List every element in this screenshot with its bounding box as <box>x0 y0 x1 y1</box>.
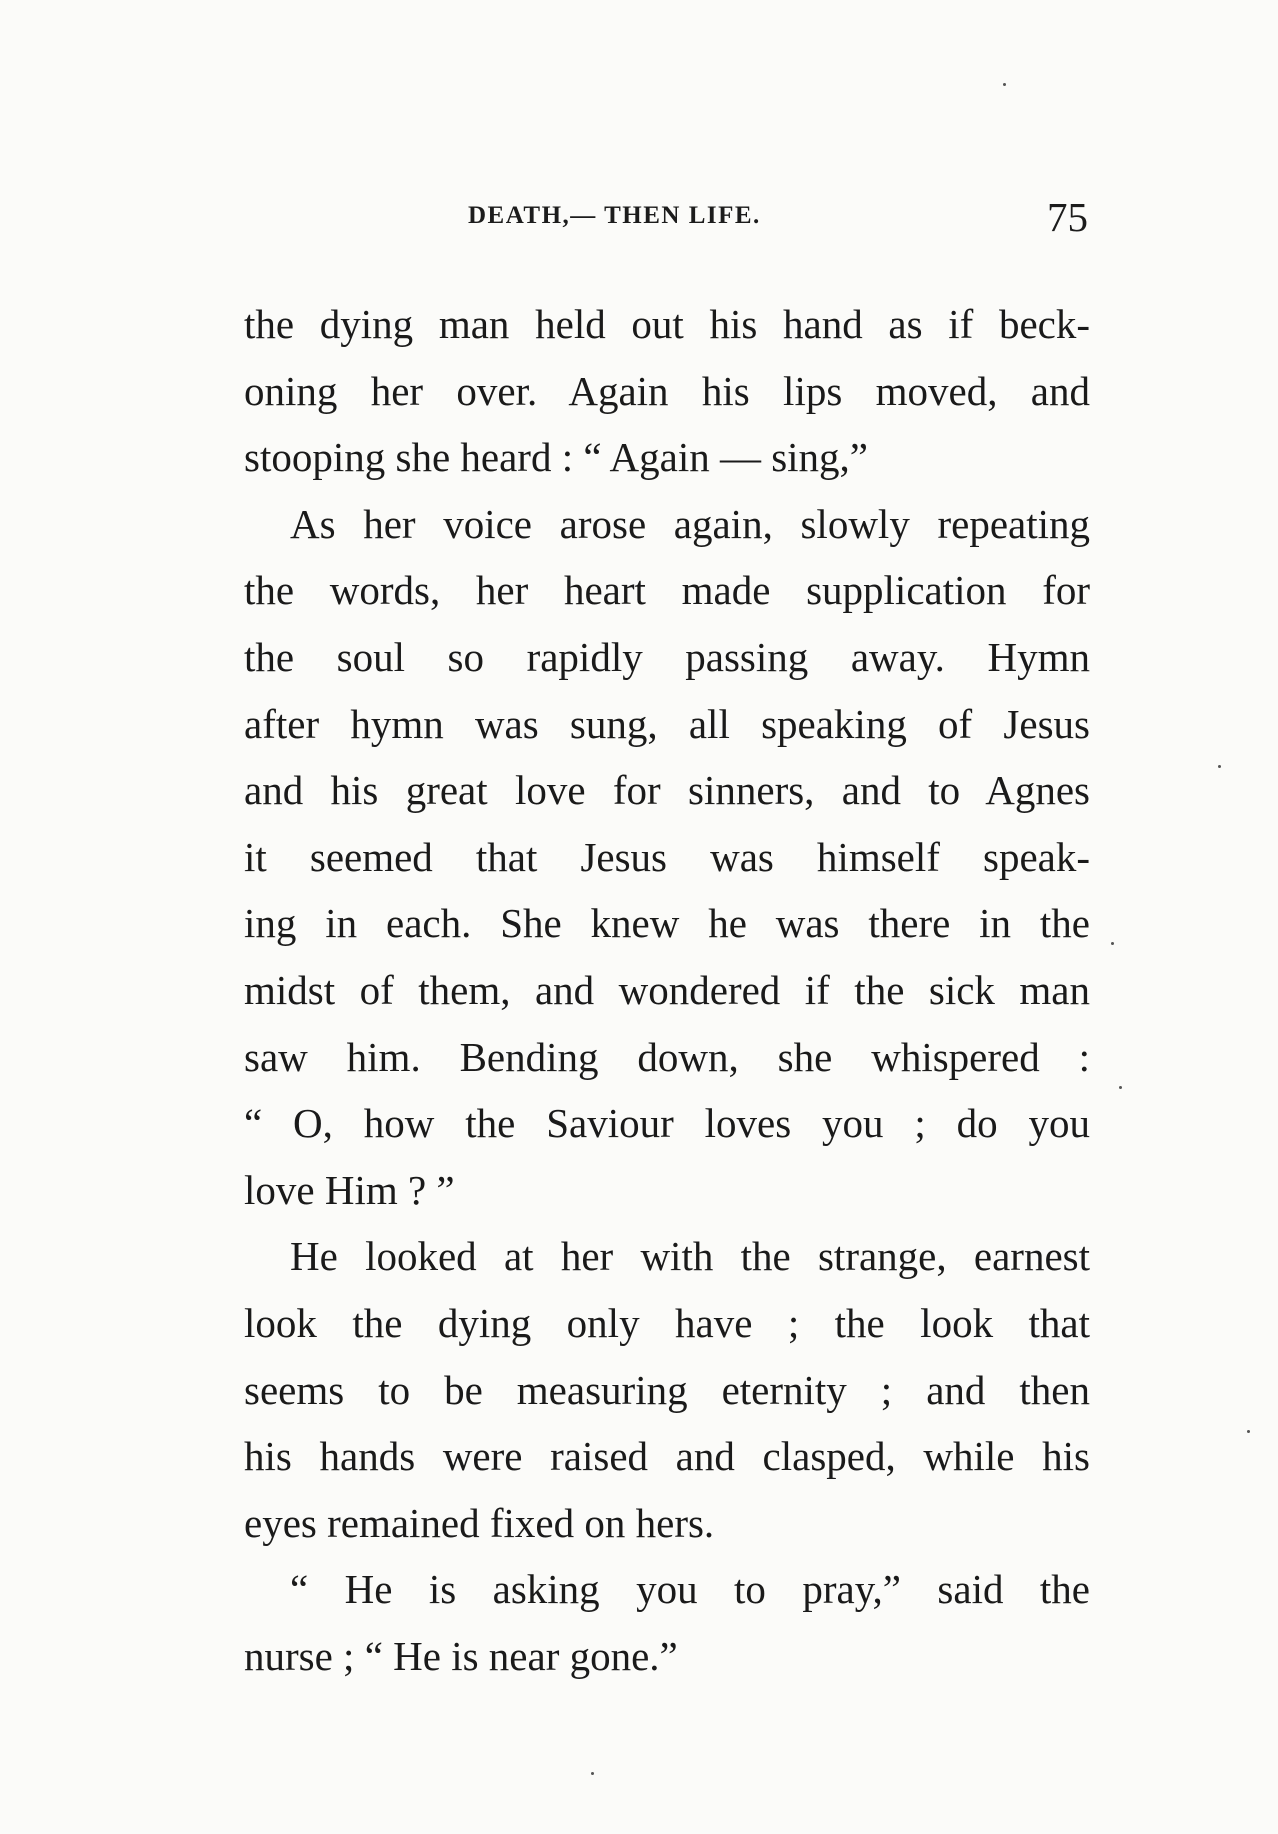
text-line: He looked at her with the strange, earnest <box>290 1233 1090 1280</box>
text-line: look the dying only have ; the look that <box>244 1299 1090 1346</box>
text-line: “ O, how the Saviour loves you ; do you <box>244 1100 1090 1147</box>
scan-speck <box>1218 765 1221 768</box>
text-line: the words, her heart made supplication for <box>244 567 1090 614</box>
text-line: nurse ; “ He is near gone.” <box>244 1632 678 1679</box>
text-line: eyes remained fixed on hers. <box>244 1499 715 1546</box>
text-line: his hands were raised and clasped, while his <box>244 1433 1090 1480</box>
running-head-title: DEATH,— THEN LIFE. <box>468 202 761 229</box>
scan-speck <box>1247 1430 1250 1433</box>
text-line: ing in each. She knew he was there in the <box>244 900 1090 947</box>
scan-speck <box>591 1772 594 1775</box>
scan-speck <box>1119 1086 1122 1089</box>
text-line: after hymn was sung, all speaking of Jesus <box>244 700 1090 747</box>
body-text <box>244 291 1090 1689</box>
text-line: the dying man held out his hand as if beck- <box>244 301 1090 347</box>
text-line: oning her over. Again his lips moved, and <box>244 367 1090 414</box>
text-line: saw him. Bending down, she whispered : <box>244 1033 1090 1080</box>
scan-speck <box>1111 942 1114 945</box>
text-line: “ He is asking you to pray,” said the <box>290 1566 1090 1613</box>
text-line: and his great love for sinners, and to Agnes <box>244 767 1090 814</box>
text-line: love Him ? ” <box>244 1166 455 1213</box>
text-line: it seemed that Jesus was himself speak- <box>244 833 1090 880</box>
text-line: midst of them, and wondered if the sick man <box>244 966 1090 1013</box>
text-line: As her voice arose again, slowly repeating <box>290 500 1090 547</box>
text-line: stooping she heard : “ Again — sing,” <box>244 434 869 481</box>
text-line: the soul so rapidly passing away. Hymn <box>244 633 1090 680</box>
page-number: 75 <box>1047 194 1088 240</box>
text-line: seems to be measuring eternity ; and then <box>244 1366 1090 1413</box>
scan-speck <box>1003 83 1006 86</box>
